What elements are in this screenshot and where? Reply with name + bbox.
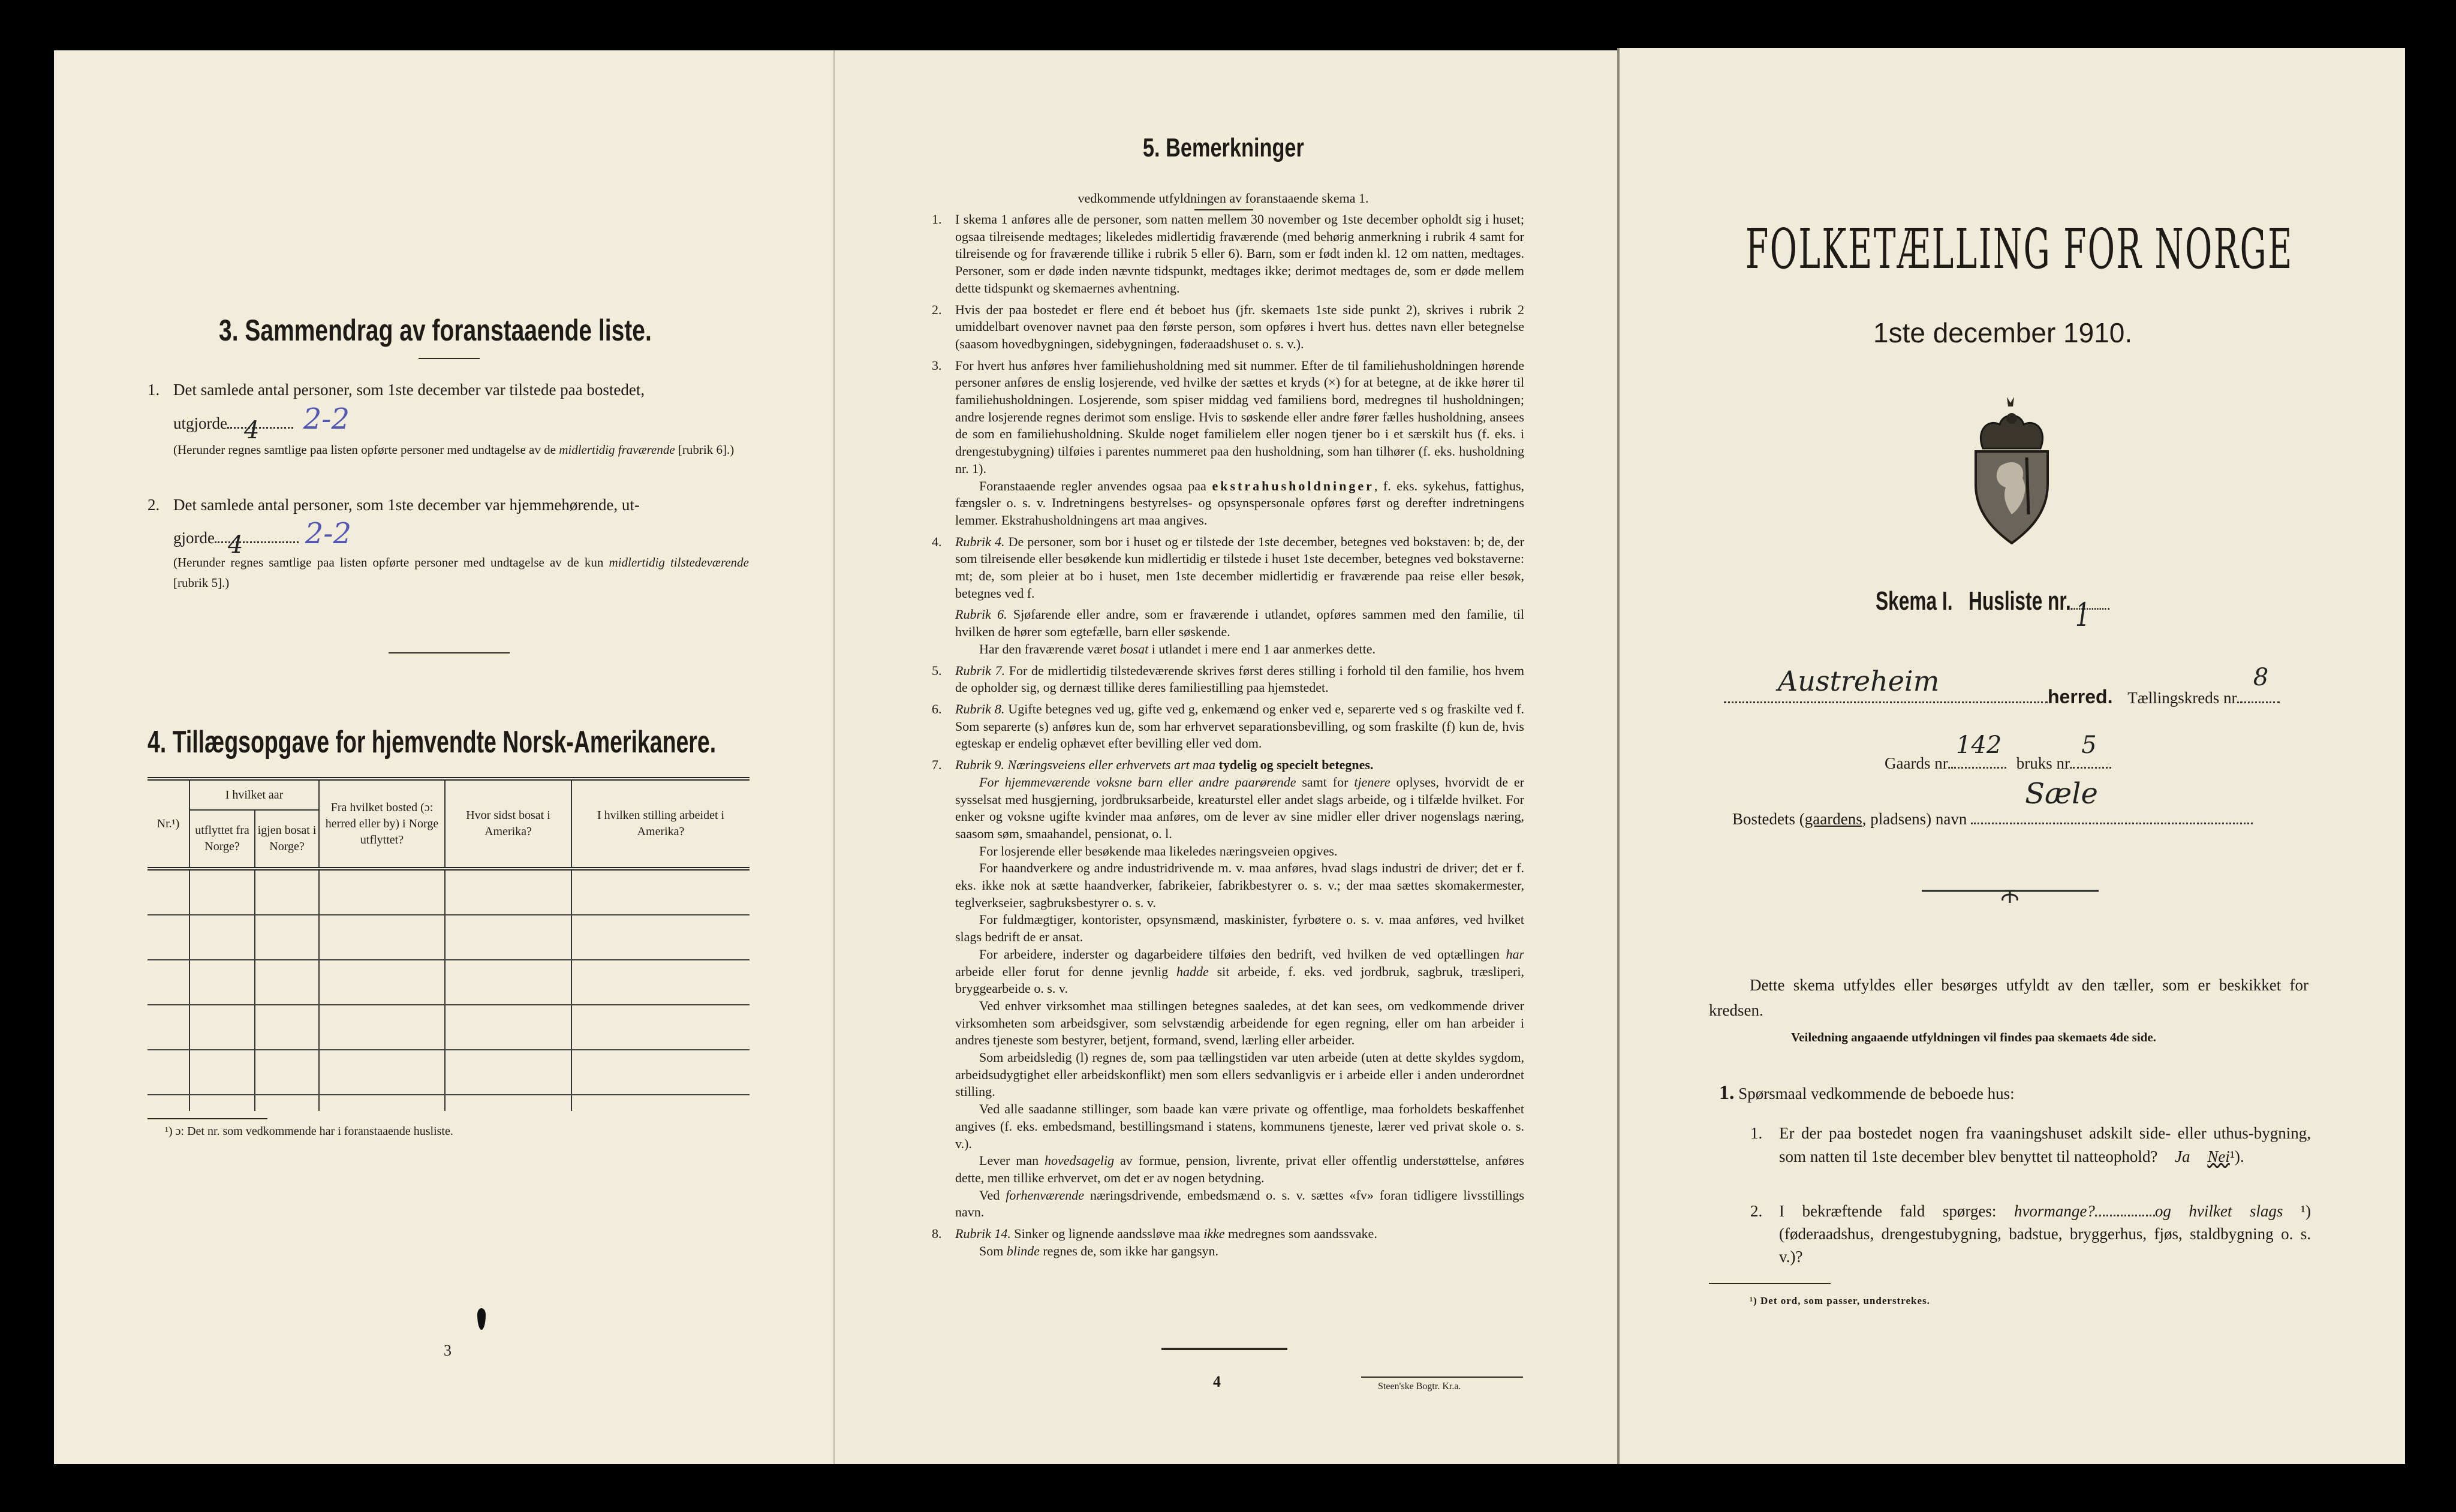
table-row bbox=[148, 1005, 750, 1050]
handwritten-value: 4 bbox=[227, 531, 243, 559]
remark-text: Rubrik 14. bbox=[955, 1226, 1011, 1242]
table-cell[interactable] bbox=[189, 1050, 255, 1095]
remark-text: For fuldmægtiger, kontorister, opsynsmænd, maskinister, fyrbøtere o. s. v. maa anføres, ved hvilket slags bedrift de er ansat. bbox=[955, 912, 1524, 945]
ornament-divider-icon bbox=[1922, 886, 2099, 907]
remark-text: Sinker og lignende aandssløve maa bbox=[1010, 1226, 1204, 1242]
bruks-field[interactable] bbox=[2073, 731, 2111, 769]
divider bbox=[1161, 1348, 1287, 1350]
summary-item-1 bbox=[148, 379, 750, 400]
remarks-title bbox=[959, 133, 1487, 163]
remark-text: har bbox=[1506, 946, 1524, 962]
table-cell[interactable] bbox=[148, 1095, 189, 1111]
remark-text: samt for bbox=[1296, 774, 1355, 790]
summary-item-2 bbox=[148, 495, 750, 515]
table-row bbox=[148, 915, 750, 960]
remark-paragraph bbox=[932, 911, 1524, 945]
summary-item-1-answer bbox=[173, 402, 350, 444]
remark-text: Har den fraværende været bbox=[979, 641, 1120, 656]
remark-text: Lever man bbox=[979, 1153, 1045, 1168]
footnote-rule bbox=[1709, 1283, 1831, 1284]
question-text: (føderaadshus, drengestubygning, badstue, bryggerhus, fjøs, staldbygning o. s. v.)? bbox=[1779, 1225, 2311, 1266]
guidance-text: Veiledning angaaende utfyldningen vil findes paa skemaets 4de side. bbox=[1791, 1030, 2156, 1044]
printer-imprint: Steen'ske Bogtr. Kr.a. bbox=[1378, 1381, 1461, 1391]
remark-paragraph bbox=[932, 478, 1524, 529]
remark-text: arbeide eller forut for denne jevnlig bbox=[955, 963, 1176, 979]
remark-paragraph bbox=[932, 946, 1524, 998]
bruks-label: bruks nr. bbox=[2016, 754, 2073, 772]
remark-text: forhenværende bbox=[1006, 1187, 1084, 1203]
question-text: I bekræftende fald spørges: bbox=[1779, 1202, 2014, 1220]
table-cell[interactable] bbox=[571, 1095, 750, 1111]
remark-number: 1. bbox=[932, 212, 942, 227]
table-cell[interactable] bbox=[571, 1005, 750, 1050]
remark-text: medregnes som aandssvake. bbox=[1224, 1226, 1377, 1242]
item-number: 1. bbox=[148, 381, 160, 399]
header-where-america: Hvor sidst bosat i Amerika? bbox=[445, 779, 571, 869]
tellingskreds-value: 8 bbox=[2253, 664, 2269, 691]
table-cell[interactable] bbox=[319, 1005, 445, 1050]
remark-paragraph bbox=[932, 211, 1524, 297]
remark-paragraph bbox=[932, 302, 1524, 353]
remark-text: For arbeidere, inderster og dagarbeidere tilføies den bedrift, ved hvilken de ved optællingen bbox=[979, 946, 1506, 962]
section3-title bbox=[219, 313, 773, 348]
howmany-field[interactable] bbox=[2095, 1215, 2155, 1216]
question-section-number: 1. bbox=[1719, 1082, 1735, 1104]
remark-paragraph bbox=[932, 357, 1524, 478]
remark-text: De personer, som bor i huset og er tilstede der 1ste december, betegnes ved bokstaven: b; de, der som tilreisende eller besøkende kun midlertidig er tilstede i huset 1ste december, betegnes ved bokstaverne: mt; de, som pleier at bo i huset, men 1ste december midlertidig er fraværende paa reise eller besøk, betegnes ved f. bbox=[955, 534, 1524, 601]
census-title-text: FOLKETÆLLING FOR NORGE bbox=[1745, 217, 2294, 281]
remark-text: Ved enhver virksomhet maa stillingen betegnes saaledes, at det kan sees, om vedkommende driver virksomheten som arbeidsgiver, som selvstændig arbeidende for egen regning, eller om han arbeider i andres tjeneste som bestyrer, betjent, formand, svend, lærling eller arbeider. bbox=[955, 998, 1524, 1048]
remark-paragraph bbox=[932, 1243, 1524, 1260]
table-cell[interactable] bbox=[255, 1050, 319, 1095]
husliste-value: 1 bbox=[2075, 596, 2090, 634]
item-number: 2. bbox=[148, 496, 160, 514]
right-footnote bbox=[1750, 1295, 1930, 1307]
table-cell[interactable] bbox=[445, 869, 571, 915]
header-returned: igjen bosat i Norge? bbox=[255, 810, 319, 869]
schema-line bbox=[1876, 586, 2201, 634]
header-occupation: I hvilken stilling arbeidet i Amerika? bbox=[571, 779, 750, 869]
section3-title-text: 3. Sammendrag av foranstaaende liste. bbox=[219, 314, 652, 347]
question-number: 2. bbox=[1750, 1202, 1763, 1220]
table-cell[interactable] bbox=[571, 915, 750, 960]
remark-text: Rubrik 7. bbox=[955, 662, 1006, 678]
table-row bbox=[148, 960, 750, 1005]
remark-number: 6. bbox=[932, 701, 942, 716]
table-cell[interactable] bbox=[255, 915, 319, 960]
remark-number: 2. bbox=[932, 302, 942, 317]
table-cell[interactable] bbox=[319, 915, 445, 960]
remark-text: Ved bbox=[979, 1187, 1006, 1203]
table-cell[interactable] bbox=[189, 869, 255, 915]
herred-label: herred. bbox=[2048, 686, 2113, 707]
table-cell[interactable] bbox=[148, 869, 189, 915]
table-cell[interactable] bbox=[445, 1050, 571, 1095]
remark-text: tjenere bbox=[1354, 774, 1390, 790]
table-cell[interactable] bbox=[571, 960, 750, 1005]
header-nr: Nr.¹) bbox=[148, 779, 189, 869]
handwritten-annotation: 2-2 bbox=[305, 517, 352, 550]
census-title bbox=[1745, 217, 2294, 281]
table-cell[interactable] bbox=[319, 869, 445, 915]
handwritten-value: 4 bbox=[243, 417, 260, 444]
table-cell[interactable] bbox=[255, 960, 319, 1005]
bosted-label-underlined: gaardens bbox=[1804, 810, 1862, 828]
remark-text: Rubrik 6. bbox=[955, 607, 1007, 622]
divider bbox=[1194, 209, 1253, 210]
page-number: 3 bbox=[444, 1342, 452, 1359]
remark-text: tydelig og specielt betegnes. bbox=[1215, 757, 1374, 773]
remark-paragraph bbox=[932, 641, 1524, 658]
coat-of-arms-icon bbox=[1970, 394, 2054, 544]
remark-text: næringsdrivende, embedsmænd o. s. v. sættes «fv» foran tidligere livsstillings navn. bbox=[955, 1187, 1524, 1220]
table-cell[interactable] bbox=[445, 960, 571, 1005]
remark-text: ikke bbox=[1203, 1226, 1225, 1242]
table-cell[interactable] bbox=[445, 1095, 571, 1111]
table-row bbox=[148, 1095, 750, 1111]
remark-paragraph bbox=[932, 662, 1524, 697]
item-text: Det samlede antal personer, som 1ste december var hjemmehørende, ut- bbox=[173, 496, 640, 514]
remark-text: sit arbeide, f. eks. ved jordbruk, sagbruk, træsliperi, bryggearbeide o. s. v. bbox=[955, 963, 1524, 996]
remark-paragraph bbox=[932, 701, 1524, 752]
remark-paragraph bbox=[932, 1187, 1524, 1221]
answer-ja-option[interactable]: Ja bbox=[2175, 1147, 2190, 1165]
herred-value: Austreheim bbox=[1778, 665, 1940, 697]
remark-text: ekstrahusholdninger bbox=[1212, 478, 1374, 493]
remark-paragraph bbox=[932, 534, 1524, 603]
table-cell[interactable] bbox=[445, 1005, 571, 1050]
bosted-value: Sæle bbox=[2025, 777, 2098, 811]
remark-number: 4. bbox=[932, 534, 942, 549]
remarks-subtitle: vedkommende utfyldningen av foranstaaende skema 1. bbox=[1077, 191, 1369, 206]
remark-text: bosat bbox=[1119, 641, 1149, 656]
remarks-title-text: 5. Bemerkninger bbox=[1142, 133, 1304, 162]
header-emigrated: utflyttet fra Norge? bbox=[189, 810, 255, 869]
remark-text: Sjøfarende eller andre, som er fraværende i utlandet, opføres sammen med den familie, til hvilken de hører som egtefælle, barn eller søskende. bbox=[955, 607, 1524, 640]
gaards-label: Gaards nr. bbox=[1885, 754, 1951, 772]
divider bbox=[419, 358, 480, 359]
remark-text: Som arbeidsledig (l) regnes de, som paa tællingstiden var uten arbeide (uten at dette skyldes sygdom, arbeidsudygtighet eller arbeidskonflikt) men som ellers sedvanligvis er i arbeide eller i anden underordnet stilling. bbox=[955, 1050, 1524, 1100]
header-year-group: I hvilket aar bbox=[189, 779, 319, 810]
remark-text: For hvert hus anføres hver familiehusholdning med sit nummer. Efter de til familiehusholdningen hørende personer anføres de enslig losjerende, ved hvilke der sættes et kryds (×) for at betegne, at de ikke hører til familiehusholdningen. Losjerende, som spiser middag ved familiens bord, medregnes til husholdningen; andre losjerende regnes derimot som enslige. Hvis to søskende eller andre fører fælles husholdning, ansees de som en familiehusholdning. Skulde noget familielem eller nogen tjener bo i et særskilt hus (f. eks. i drengestubygning) tilføies i parentes nummeret paa den husholdning, som han tilhører (f. eks. husholdning nr. 1). bbox=[955, 357, 1524, 476]
gaards-value: 142 bbox=[1955, 731, 2002, 759]
remark-paragraph bbox=[932, 606, 1524, 640]
note-italic: midlertidig fraværende bbox=[559, 442, 675, 457]
remark-text: Hvis der paa bostedet er flere end ét beboet hus (jfr. skemaets 1ste side punkt 2), skrives i rubrik 2 umiddelbart ovenover navnet paa den første person, som opføres i hvert hus. dettes navn eller betegnelse (saasom hovedbygningen, sidebygningen, føderaadshuset o. s. v.). bbox=[955, 302, 1524, 351]
page-number: 4 bbox=[1213, 1373, 1221, 1390]
remarks-list bbox=[932, 211, 1524, 1264]
table-cell[interactable] bbox=[189, 1005, 255, 1050]
bosted-field[interactable] bbox=[1971, 777, 2253, 824]
item-text: Det samlede antal personer, som 1ste december var tilstede paa bostedet, bbox=[173, 381, 645, 399]
remark-paragraph bbox=[932, 1049, 1524, 1101]
remark-paragraph bbox=[932, 757, 1524, 774]
gaards-line bbox=[1885, 731, 2111, 775]
table-cell[interactable] bbox=[571, 1050, 750, 1095]
remark-text: Som bbox=[979, 1243, 1007, 1258]
remark-text: For hjemmeværende voksne barn eller andre paarørende bbox=[979, 774, 1296, 790]
table-cell[interactable] bbox=[445, 915, 571, 960]
answer-field[interactable] bbox=[215, 531, 299, 559]
footnote-rule bbox=[148, 1118, 267, 1119]
remark-paragraph bbox=[932, 774, 1524, 843]
summary-item-2-answer bbox=[173, 517, 352, 559]
note-text: [rubrik 5].) bbox=[173, 576, 230, 590]
question-2 bbox=[1750, 1200, 2311, 1268]
husliste-field[interactable] bbox=[2071, 596, 2110, 634]
question-which: og hvilket slags bbox=[2154, 1202, 2283, 1220]
question-number: 1. bbox=[1750, 1124, 1763, 1142]
remark-number: 5. bbox=[932, 662, 942, 678]
question-howmany: hvormange? bbox=[2013, 1202, 2095, 1220]
remark-paragraph bbox=[932, 1152, 1524, 1186]
header-from-where: Fra hvilket bosted (ɔ: herred eller by) i Norge utflyttet? bbox=[319, 779, 445, 869]
remark-number: 7. bbox=[932, 757, 942, 773]
intro-text: Dette skema utfyldes eller besørges utfyldt av den tæller, som er beskikket for kredsen. bbox=[1709, 976, 2308, 1019]
bruks-value: 5 bbox=[2081, 731, 2097, 759]
table-footnote: ¹) ɔ: Det nr. som vedkommende har i foranstaaende husliste. bbox=[165, 1125, 453, 1138]
table-cell[interactable] bbox=[148, 1050, 189, 1095]
herred-line bbox=[1724, 664, 2280, 710]
table-row bbox=[148, 1050, 750, 1095]
table-cell[interactable] bbox=[189, 960, 255, 1005]
footnote-ref: ¹). bbox=[2229, 1147, 2244, 1165]
table-cell[interactable] bbox=[319, 1050, 445, 1095]
remark-text: For haandverkere og andre industridrivende m. v. maa anføres, hvad slags industri de driver; det er f. eks. ikke nok at sætte haandverker, fabrikeier, fabrikbestyrer o. s. v.; der maa sættes skomakermester, teglverkseier, sagbruksbestyrer o. s. v. bbox=[955, 860, 1524, 910]
remark-text: blinde bbox=[1006, 1243, 1040, 1258]
note-text: (Herunder regnes samtlige paa listen opførte personer med undtagelse av de bbox=[173, 442, 559, 457]
remark-paragraph bbox=[932, 843, 1524, 860]
page-fold bbox=[1617, 48, 1620, 1464]
norsk-amerikanere-table bbox=[148, 777, 750, 1111]
question-text: Er der paa bostedet nogen fra vaaningshuset adskilt side- eller uthus-bygning, som natten til 1ste december blev benyttet til natteophold? bbox=[1779, 1124, 2311, 1165]
remark-text: Ved alle saadanne stillinger, som baade kan være private og offentlige, maa forholdets beskaffenhet angives (f. eks. embedsmand, bestillingsmand i statens, kommunens tjeneste, lærer ved privat skole o. s. v.). bbox=[955, 1101, 1524, 1151]
table-row bbox=[148, 869, 750, 915]
note-text: [rubrik 6].) bbox=[675, 442, 735, 457]
answer-field[interactable] bbox=[227, 417, 293, 444]
remark-text: Rubrik 4. bbox=[955, 534, 1005, 549]
gaards-field[interactable] bbox=[1951, 731, 2006, 769]
answer-label: gjorde bbox=[173, 529, 215, 547]
question-section bbox=[1719, 1081, 2015, 1106]
handwritten-annotation: 2-2 bbox=[303, 402, 350, 436]
table-cell[interactable] bbox=[319, 1095, 445, 1111]
bosted-label: Bostedets ( bbox=[1732, 810, 1805, 828]
remark-text: hovedsagelig bbox=[1045, 1153, 1115, 1168]
question-1 bbox=[1750, 1122, 2311, 1168]
remark-text: hadde bbox=[1176, 963, 1209, 979]
remark-text: Foranstaaende regler anvendes ogsaa paa bbox=[979, 478, 1212, 493]
tellingskreds-label: Tællingskreds nr. bbox=[2127, 689, 2240, 707]
section4-title bbox=[148, 724, 937, 760]
bosted-label: , pladsens) navn bbox=[1862, 810, 1967, 828]
question-section-title: Spørsmaal vedkommende de beboede hus: bbox=[1738, 1085, 2015, 1103]
table-cell[interactable] bbox=[319, 960, 445, 1005]
table-cell[interactable] bbox=[255, 1095, 319, 1111]
remark-paragraph bbox=[932, 860, 1524, 911]
remark-text: i utlandet i mere end 1 aar anmerkes dette. bbox=[1148, 641, 1376, 656]
tellingskreds-field[interactable] bbox=[2240, 664, 2280, 703]
table-cell[interactable] bbox=[189, 1095, 255, 1111]
remark-text: av formue, pension, livrente, privat eller offentlig understøttelse, anføres dette, men tillike erhvervet, om det er av nogen betydning. bbox=[955, 1153, 1524, 1185]
remark-text: oplyses, hvorvidt de er sysselsat med husgjerning, jordbruksarbeide, kreaturstel eller andet slags arbeide, og i tilfælde hvilket. For enker og voksne ugifte kvinder maa anføres, om de lever av sine midler eller driver nogenslags næring, saasom søm, smaahandel, pensionat, o. l. bbox=[955, 774, 1525, 841]
printer-rule bbox=[1361, 1377, 1523, 1378]
table-cell[interactable] bbox=[571, 869, 750, 915]
herred-field[interactable] bbox=[1724, 665, 2048, 703]
remark-text: regnes de, som ikke har gangsyn. bbox=[1039, 1243, 1219, 1258]
footnote-ref: ¹) bbox=[2300, 1202, 2311, 1220]
remark-text: Rubrik 9. bbox=[955, 757, 1004, 773]
footnote-text: ¹) Det ord, som passer, understrekes. bbox=[1750, 1295, 1930, 1306]
remark-text: Rubrik 8. bbox=[955, 701, 1005, 716]
table-cell[interactable] bbox=[255, 869, 319, 915]
remark-paragraph bbox=[932, 1101, 1524, 1152]
table-cell[interactable] bbox=[189, 915, 255, 960]
note-text: (Herunder regnes samtlige paa listen opførte personer med undtagelse av de kun bbox=[173, 555, 609, 570]
remark-number: 3. bbox=[932, 357, 942, 373]
table-cell[interactable] bbox=[148, 1005, 189, 1050]
remark-text: For de midlertidig tilstedeværende skrives først deres stilling i forhold til den familie, hos hvem de opholder sig, og dernæst tillike deres familiestilling paa hjemstedet. bbox=[955, 662, 1524, 695]
census-date: 1ste december 1910. bbox=[1873, 317, 2133, 348]
remark-paragraph bbox=[932, 998, 1524, 1049]
remark-text: , f. eks. sykehus, fattighus, fængsler o. s. v. Indretningens bestyrelses- og opsynspersonale opføres først og derefter indretningens lemmer. Ekstrahusholdningens art maa angives. bbox=[955, 478, 1524, 528]
summary-item-2-note bbox=[173, 552, 749, 593]
answer-label: utgjorde bbox=[173, 414, 227, 432]
table-cell[interactable] bbox=[148, 960, 189, 1005]
section4-title-text: 4. Tillægsopgave for hjemvendte Norsk-Amerikanere. bbox=[148, 725, 717, 760]
remark-text: Ugifte betegnes ved ug, gifte ved g, enkemænd og enker ved e, separerte ved s og fraskilte ved f. Som separerte (s) anføres kun de, som har erhvervet separationsbevilling, og som fraskilte (f) kun de, hvis egteskap er endelig ophævet efter bevilling eller ved dom. bbox=[955, 701, 1524, 751]
summary-item-1-note bbox=[173, 439, 749, 460]
bosted-line bbox=[1732, 777, 2253, 831]
remark-text: For losjerende eller besøkende maa likeledes næringsveien opgives. bbox=[979, 843, 1338, 859]
answer-nei-option-selected[interactable]: Nei bbox=[2207, 1147, 2230, 1165]
note-italic: midlertidig tilstedeværende bbox=[609, 555, 749, 570]
remark-paragraph bbox=[932, 1225, 1524, 1243]
schema-label: Skema I. bbox=[1876, 586, 1953, 616]
remark-text: Næringsveiens eller erhvervets art maa bbox=[1007, 757, 1216, 773]
husliste-label: Husliste nr. bbox=[1968, 586, 2071, 616]
divider bbox=[389, 652, 510, 653]
remark-number: 8. bbox=[932, 1226, 942, 1242]
table-cell[interactable] bbox=[148, 915, 189, 960]
remark-text: I skema 1 anføres alle de personer, som natten mellem 30 november og 1ste december opholdt sig i huset; ogsaa tilreisende medtages; likeledes midlertidig fraværende (med behørig anmerkning i rubrik 4 samt for tilreisende og for fraværende tillike i rubrik 5 eller 6). Barn, som er født inden kl. 12 om natten, medtages. Personer, som er døde inden nævnte tidspunkt, medtages ikke; derimot medtages de, som er døde mellem dette tidspunkt og skemaernes avhentning. bbox=[955, 212, 1524, 296]
table-cell[interactable] bbox=[255, 1005, 319, 1050]
